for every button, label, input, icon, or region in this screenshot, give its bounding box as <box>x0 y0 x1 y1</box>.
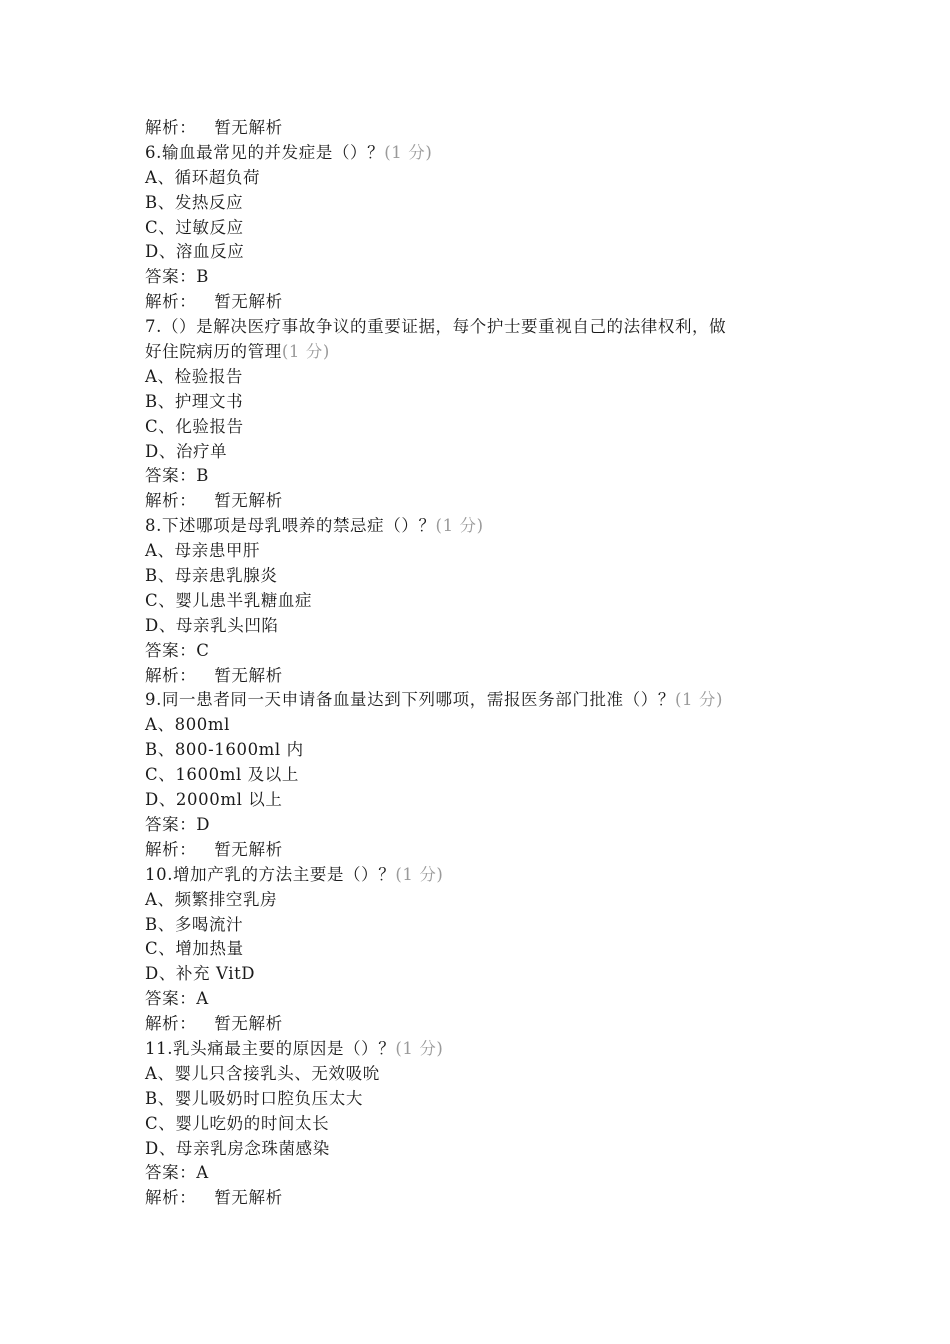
option-item: B、发热反应 <box>145 192 244 212</box>
option-item: D、治疗单 <box>145 441 228 461</box>
question-score: (1 分) <box>674 690 724 710</box>
analysis-label: 解析： <box>145 665 197 685</box>
question-score: (1 分) <box>384 142 433 162</box>
analysis-label: 解析： <box>145 1188 197 1208</box>
option-item: C、婴儿患半乳糖血症 <box>145 590 313 610</box>
analysis-text: 暂无解析 <box>214 491 283 511</box>
analysis-line <box>145 838 825 863</box>
analysis-label: 解析： <box>145 1014 197 1034</box>
question-stem-line <box>145 1037 825 1062</box>
analysis-label: 解析： <box>145 292 197 312</box>
question-stem-line <box>145 340 825 365</box>
analysis-text: 暂无解析 <box>214 1188 283 1208</box>
analysis-line <box>145 116 825 141</box>
analysis-text: 暂无解析 <box>214 665 283 685</box>
option-item: C、化验报告 <box>145 416 244 436</box>
analysis-line <box>145 489 825 514</box>
option-item: D、母亲乳头凹陷 <box>145 615 279 635</box>
option-item: A、频繁排空乳房 <box>145 889 278 909</box>
analysis-label: 解析： <box>145 839 197 859</box>
question-stem-line <box>145 863 825 888</box>
option-item: C、过敏反应 <box>145 217 244 237</box>
question-score: (1 分) <box>281 342 330 362</box>
question-score: (1 分) <box>435 516 484 536</box>
question-list <box>145 141 825 1211</box>
answer-line: 答案：A <box>145 989 209 1009</box>
analysis-text: 暂无解析 <box>214 1014 283 1034</box>
answer-line: 答案：A <box>145 1163 209 1183</box>
option-item: B、护理文书 <box>145 391 244 411</box>
question-stem-line <box>145 141 825 166</box>
question-block <box>145 688 825 862</box>
option-item: B、多喝流汁 <box>145 914 244 934</box>
document-body <box>145 116 825 1211</box>
analysis-line <box>145 290 825 315</box>
analysis-text: 暂无解析 <box>214 839 283 859</box>
option-item: D、补充 VitD <box>145 964 256 984</box>
analysis-line <box>145 1186 825 1211</box>
question-stem: 8.下述哪项是母乳喂养的禁忌症（）？ <box>145 516 436 536</box>
question-block <box>145 141 825 315</box>
option-item: B、800-1600ml 内 <box>145 740 304 760</box>
option-item: A、800ml <box>145 715 231 735</box>
option-item: C、婴儿吃奶的时间太长 <box>145 1113 330 1133</box>
option-item: D、2000ml 以上 <box>145 790 283 810</box>
answer-line: 答案：D <box>145 814 211 834</box>
question-stem: 7.（）是解决医疗事故争议的重要证据，每个护士要重视自己的法律权利，做 <box>145 317 727 337</box>
option-item: C、1600ml 及以上 <box>145 765 299 785</box>
question-block <box>145 315 825 514</box>
analysis-label: 解析： <box>145 118 197 137</box>
answer-line: 答案：B <box>145 267 210 287</box>
option-item: A、检验报告 <box>145 366 244 386</box>
analysis-line <box>145 664 825 689</box>
option-item: D、母亲乳房念珠菌感染 <box>145 1138 330 1158</box>
option-item: B、婴儿吸奶时口腔负压太大 <box>145 1088 363 1108</box>
question-stem: 11.乳头痛最主要的原因是（）？ <box>145 1038 396 1058</box>
question-stem-line <box>145 514 825 539</box>
option-item: A、循环超负荷 <box>145 167 261 187</box>
analysis-text: 暂无解析 <box>214 118 283 137</box>
option-item: D、溶血反应 <box>145 242 245 262</box>
question-stem: 6.输血最常见的并发症是（）？ <box>145 142 385 162</box>
analysis-text: 暂无解析 <box>214 292 283 312</box>
question-stem-line <box>145 315 825 340</box>
question-block <box>145 863 825 1037</box>
answer-line: 答案：B <box>145 466 210 486</box>
option-item: A、母亲患甲肝 <box>145 541 261 561</box>
question-score: (1 分) <box>395 1038 444 1058</box>
question-stem: 好住院病历的管理 <box>145 342 282 362</box>
option-item: C、增加热量 <box>145 939 244 959</box>
analysis-line <box>145 1012 825 1037</box>
analysis-label: 解析： <box>145 491 197 511</box>
question-stem: 10.增加产乳的方法主要是（）？ <box>145 864 396 884</box>
question-score: (1 分) <box>395 864 444 884</box>
option-item: B、母亲患乳腺炎 <box>145 566 278 586</box>
option-item: A、婴儿只含接乳头、无效吸吮 <box>145 1063 380 1083</box>
question-stem: 9.同一患者同一天申请备血量达到下列哪项，需报医务部门批准（）？ <box>145 690 675 710</box>
answer-line: 答案：C <box>145 640 210 660</box>
question-block <box>145 514 825 688</box>
question-block <box>145 1037 825 1211</box>
question-stem-line <box>145 688 825 713</box>
